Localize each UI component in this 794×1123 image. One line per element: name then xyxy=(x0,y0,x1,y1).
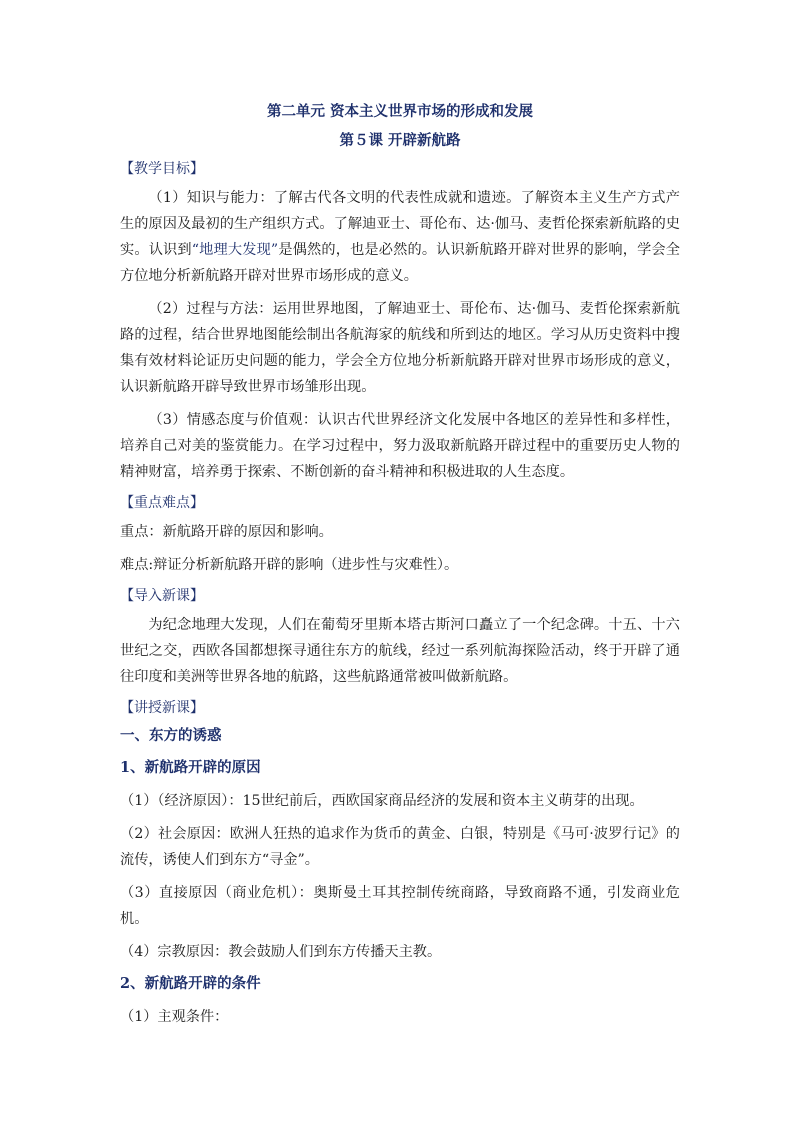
unit-title: 第二单元 资本主义世界市场的形成和发展 xyxy=(266,103,534,120)
intro-text: 为纪念地理大发现，人们在葡萄牙里斯本塔古斯河口矗立了一个纪念碑。十五、十六世纪之交，西欧各国都想探寻通往东方的航线，经过一系列航海探险活动，终于开辟了通往印度和美洲等世界各地的航路，这些航路通常被叫做新航路。 xyxy=(120,617,680,685)
reason-religious: （4）宗教原因：教会鼓励人们到东方传播天主教。 xyxy=(120,944,442,960)
lesson-title: 第５课 开辟新航路 xyxy=(339,132,461,149)
reason-direct: （3）直接原因（商业危机）：奥斯曼土耳其控制传统商路，导致商路不通，引发商业危机。 xyxy=(120,885,680,927)
reason-social: （2）社会原因：欧洲人狂热的追求作为货币的黄金、白银，特别是《马可·波罗行记》的流传，诱使人们到东方“寻金”。 xyxy=(120,826,680,868)
conditions-heading: 2、新航路开辟的条件 xyxy=(120,975,261,992)
objective-knowledge xyxy=(120,185,680,289)
lecture-heading: 【讲授新课】 xyxy=(120,700,204,716)
reasons-heading: 1、新航路开辟的原因 xyxy=(120,759,261,776)
objectives-heading: 【教学目标】 xyxy=(120,161,204,177)
geographic-discovery-quote: “地理大发现” xyxy=(191,242,279,258)
part1-heading: 一、东方的诱惑 xyxy=(120,727,222,744)
objective-process: （2）过程与方法：运用世界地图，了解迪亚士、哥伦布、达·伽马、麦哲伦探索新航路的过程，结合世界地图能绘制出各航海家的航线和所到达的地区。学习从历史资料中搜集有效材料论证历史问题的能力，学会全方位地分析新航路开辟对世界市场形成的意义，认识新航路开辟导致世界市场雏形出现。 xyxy=(120,301,680,395)
keypoint-difficult: 难点:辩证分析新航路开辟的影响（进步性与灾难性）。 xyxy=(120,557,459,573)
keypoints-heading: 【重点难点】 xyxy=(120,495,204,511)
intro-heading: 【导入新课】 xyxy=(120,588,204,604)
objective-knowledge-text-b: 是偶然的，也是必然的。认识新航路开辟对世界的影响，学会全方位地分析新航路开辟对世界市场形成的意义。 xyxy=(120,242,680,284)
objective-emotion: （3）情感态度与价值观：认识古代世界经济文化发展中各地区的差异性和多样性，培养自己对美的鉴赏能力。在学习过程中，努力汲取新航路开辟过程中的重要历史人物的精神财富，培养勇于探索、不断创新的奋斗精神和积极进取的人生态度。 xyxy=(120,412,680,480)
keypoint-key: 重点：新航路开辟的原因和影响。 xyxy=(120,524,333,540)
reason-economic: （1）（经济原因）：15世纪前后，西欧国家商品经济的发展和资本主义萌芽的出现。 xyxy=(120,793,644,809)
objective-knowledge-text-a: （1）知识与能力：了解古代各文明的代表性成就和遗迹。了解资本主义生产方式产生的原因及最初的生产组织方式。了解迪亚士、哥伦布、达·伽马、麦哲伦探索新航路的史实。认识到 xyxy=(120,190,680,258)
document-content xyxy=(120,102,680,1037)
condition-subjective: （1）主观条件： xyxy=(120,1009,229,1025)
